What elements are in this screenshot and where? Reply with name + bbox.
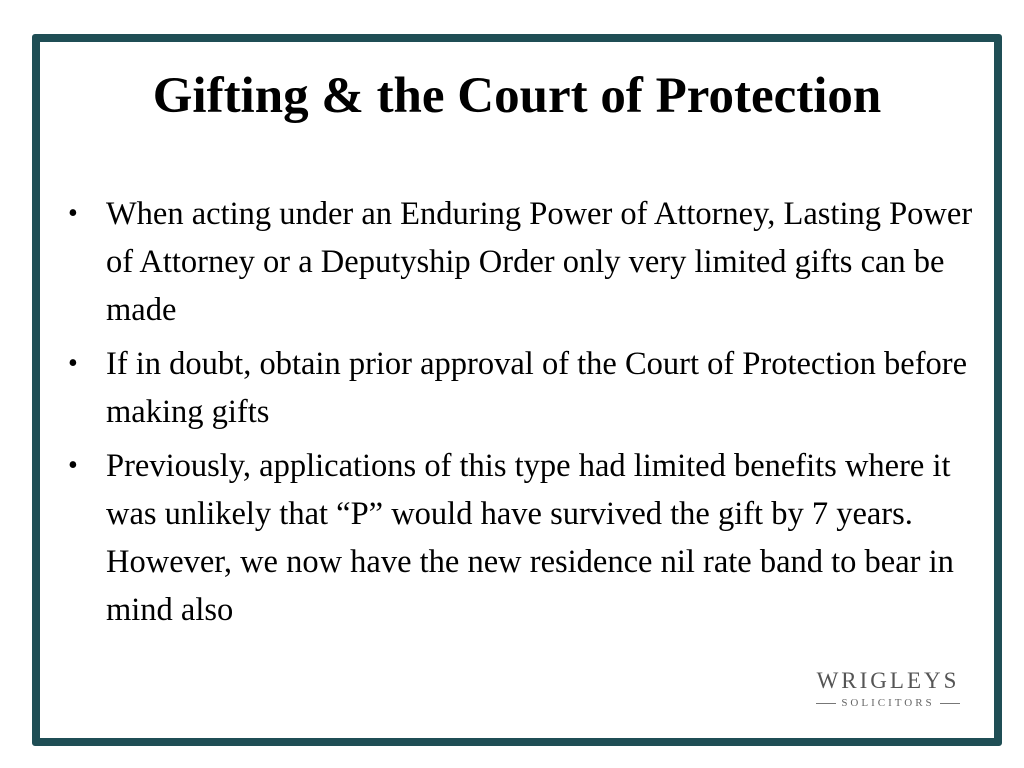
logo-name: WRIGLEYS <box>816 668 960 693</box>
bullet-item <box>68 442 978 634</box>
bullet-text: Previously, applications of this type had limited benefits where it was unlikely that “P” would have survived the gift by 7 years. However, we now have the new residence nil rate band to bear in mind also <box>106 448 954 628</box>
logo-rule-left <box>816 703 836 704</box>
wrigleys-logo <box>808 668 968 710</box>
bullet-icon: • <box>68 348 78 379</box>
bullet-icon: • <box>68 198 78 229</box>
logo-rule-right <box>940 703 960 704</box>
bullet-item <box>68 190 978 334</box>
logo-subtitle: SOLICITORS <box>841 697 935 709</box>
bullet-list <box>68 190 978 640</box>
slide-frame <box>32 34 1002 746</box>
bullet-item <box>68 340 978 436</box>
bullet-text: When acting under an Enduring Power of Attorney, Lasting Power of Attorney or a Deputyship Order only very limited gifts can be made <box>106 196 973 328</box>
slide-title: Gifting & the Court of Protection <box>152 68 882 124</box>
bullet-icon: • <box>68 450 78 481</box>
bullet-text: If in doubt, obtain prior approval of the Court of Protection before making gifts <box>106 346 968 430</box>
logo-subtitle-row <box>808 696 968 710</box>
